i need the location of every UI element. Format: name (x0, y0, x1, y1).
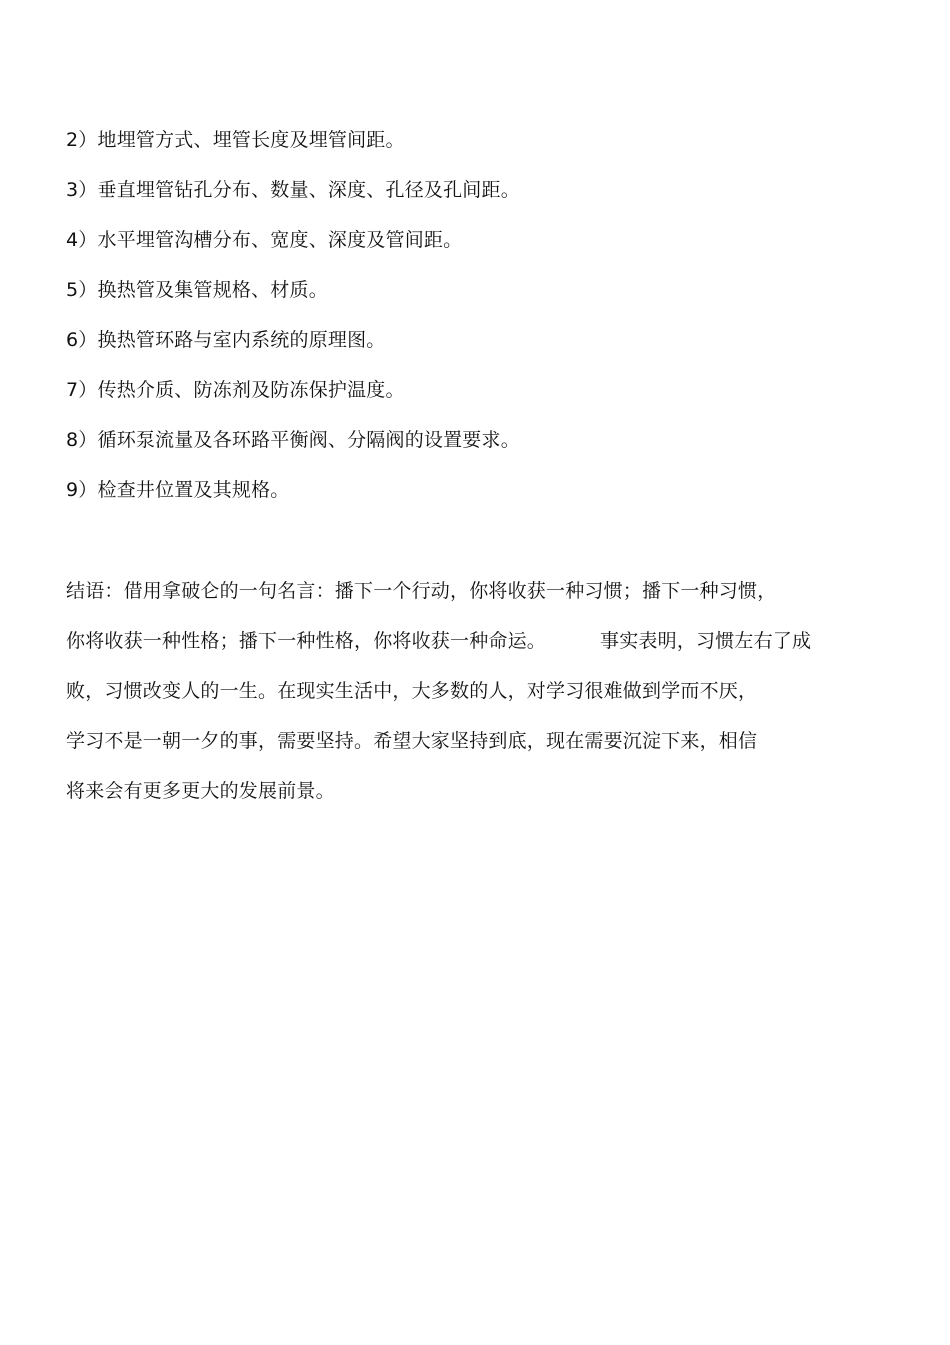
list-item: 8）循环泵流量及各环路平衡阀、分隔阀的设置要求。 (66, 429, 520, 451)
list-item: 7）传热介质、防冻剂及防冻保护温度。 (66, 379, 405, 401)
closing-paragraph (66, 577, 886, 827)
list-item: 9）检查井位置及其规格。 (66, 479, 290, 501)
requirements-list (66, 127, 886, 527)
list-item: 6）换热管环路与室内系统的原理图。 (66, 329, 386, 351)
closing-line-text: 你将收获一种性格；播下一种性格，你将收获一种命运。 (66, 630, 547, 652)
closing-line: 败，习惯改变人的一生。在现实生活中，大多数的人，对学习很难做到学而不厌， (66, 680, 758, 702)
list-item: 3）垂直埋管钻孔分布、数量、深度、孔径及孔间距。 (66, 179, 520, 201)
closing-line: 学习不是一朝一夕的事，需要坚持。希望大家坚持到底，现在需要沉淀下来，相信 (66, 730, 758, 752)
closing-line: 将来会有更多更大的发展前景。 (66, 780, 335, 802)
closing-line-text: 事实表明，习惯左右了成 (600, 630, 812, 652)
list-item: 4）水平埋管沟槽分布、宽度、深度及管间距。 (66, 229, 463, 251)
list-item: 5）换热管及集管规格、材质。 (66, 279, 328, 301)
closing-line (66, 627, 886, 677)
list-item: 2）地埋管方式、埋管长度及埋管间距。 (66, 129, 405, 151)
closing-line: 结语：借用拿破仑的一句名言：播下一个行动，你将收获一种习惯；播下一种习惯， (66, 580, 777, 602)
